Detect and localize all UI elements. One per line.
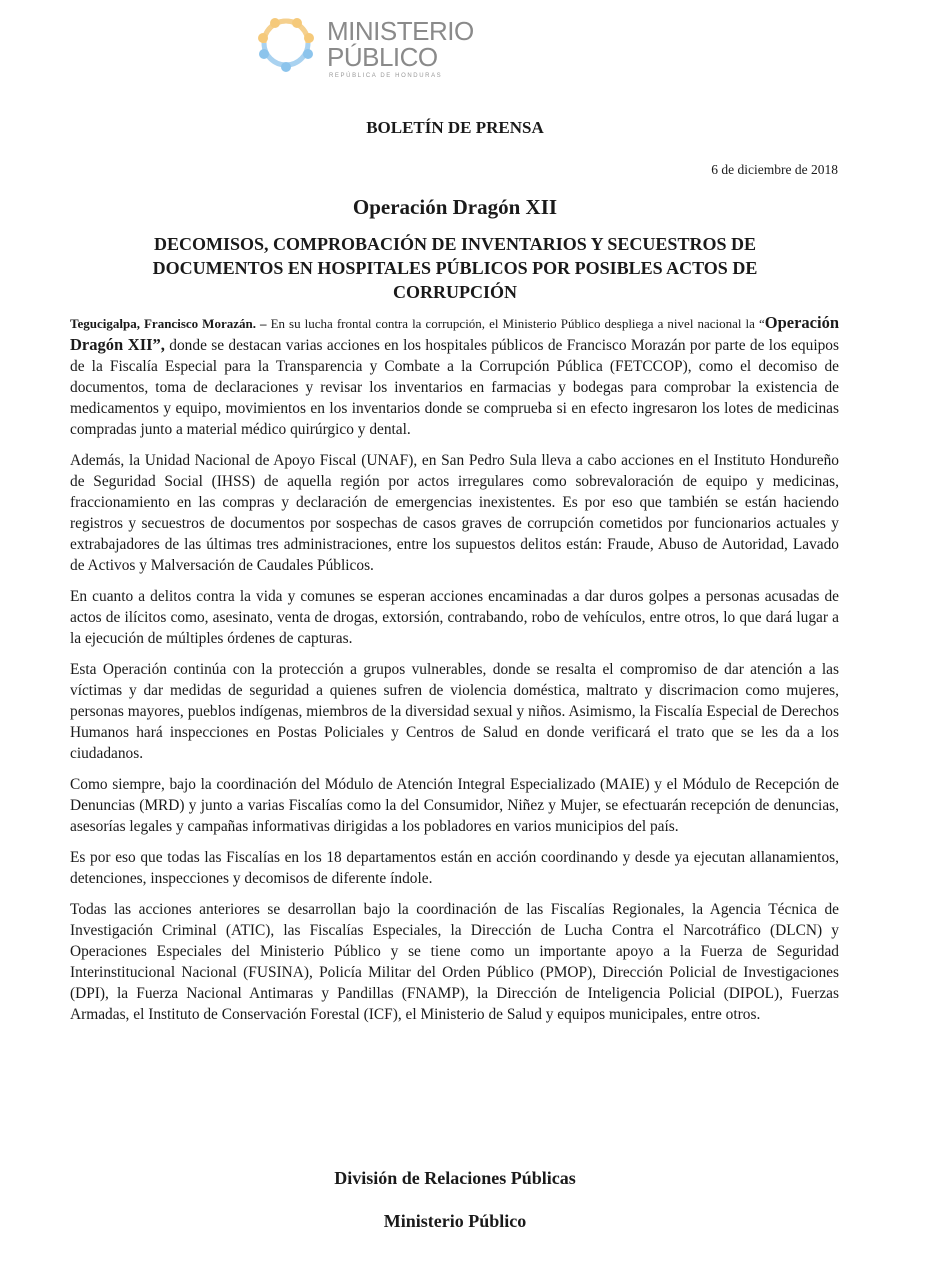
people-circle-logo-icon	[255, 12, 317, 74]
logo-text-publico: PÚBLICO	[327, 42, 438, 72]
bulletin-label: BOLETÍN DE PRENSA	[366, 118, 544, 137]
paragraph-5: Como siempre, bajo la coordinación del Módulo de Atención Integral Especializado (MAIE) y el Módulo de Recepción de Denuncias (MRD) y junto a varias Fiscalías como la del Consumidor, Niñez y Mujer, se efectuarán recepción de denuncias, asesorías legales y campañas informativas dirigidas a los pobladores en varios municipios del país.	[70, 776, 839, 835]
operation-name-bold: Operación Dragón XII”,	[70, 313, 839, 354]
paragraph-7: Todas las acciones anteriores se desarrollan bajo la coordinación de las Fiscalías Regionales, la Agencia Técnica de Investigación Criminal (ATIC), las Fiscalías Especiales, la Dirección de Lucha Contra el Narcotráfico (DLCN) y Operaciones Especiales del Ministerio Público y se tiene como un importante apoyo a la Fuerza de Seguridad Interinstitucional Nacional (FUSINA), Policía Militar del Orden Público (PMOP), Dirección Policial de Investigaciones (DPI), la Fuerza Nacional Antimaras y Pandillas (FNAMP), la Dirección de Inteligencia Policial (DIPOL), Fuerzas Armadas, el Instituto de Conservación Forestal (ICF), el Ministerio de Salud y equipos municipales, entre otros.	[70, 901, 839, 1023]
paragraph-6: Es por eso que todas las Fiscalías en los 18 departamentos están en acción coordinando y desde ya ejecutan allanamientos, detenciones, inspecciones y decomisos de diferente índole.	[70, 849, 839, 887]
publication-date: 6 de diciembre de 2018	[711, 162, 838, 177]
signature-division: División de Relaciones Públicas	[334, 1168, 576, 1188]
paragraph-1-intro: En su lucha frontal contra la corrupción, el Ministerio Público despliega a nivel nacional la “	[266, 316, 765, 331]
logo-text-republica: REPÚBLICA DE HONDURAS	[329, 73, 443, 79]
headline: DECOMISOS, COMPROBACIÓN DE INVENTARIOS Y SECUESTROS DE DOCUMENTOS EN HOSPITALES PÚBLICOS POR POSIBLES ACTOS DE CORRUPCIÓN	[152, 234, 758, 302]
paragraph-1-text: donde se destacan varias acciones en los hospitales públicos de Francisco Morazán por parte de los equipos de la Fiscalía Especial para la Transparencia y Combate a la Corrupción Pública (FETCCOP), como el decomiso de documentos, toma de declaraciones y revisar los inventarios en farmacias y bodegas para comprobar la existencia de medicamentos y equipo, movimientos en los inventarios donde se comprueba si en efecto ingresaron los lotes de medicinas compradas junto a material médico quirúrgico y dental.	[70, 337, 839, 438]
dateline: Tegucigalpa, Francisco Morazán. –	[70, 316, 267, 331]
paragraph-2: Además, la Unidad Nacional de Apoyo Fiscal (UNAF), en San Pedro Sula lleva a cabo acciones en el Instituto Hondureño de Seguridad Social (IHSS) de aquella región por actos irregulares como sobrevaloración de equipo y medicinas, fraccionamiento en las compras y declaración de emergencias inexistentes. Es por eso que también se están haciendo registros y secuestros de documentos por sospechas de casos graves de corrupción cometidos por funcionarios actuales y extrabajadores de las últimas tres administraciones, entre los supuestos delitos están: Fraude, Abuso de Autoridad, Lavado de Activos y Malversación de Caudales Públicos.	[70, 452, 839, 574]
article-body	[70, 312, 839, 1035]
paragraph-1	[70, 312, 839, 440]
paragraph-4: Esta Operación continúa con la protección a grupos vulnerables, donde se resalta el compromiso de dar atención a las víctimas y dar medidas de seguridad a quienes sufren de violencia doméstica, maltrato y discrimacion como mujeres, personas mayores, pueblos indígenas, miembros de la diversidad sexual y niños. Asimismo, la Fiscalía Especial de Derechos Humanos hará inspecciones en Postas Policiales y Centros de Salud en donde verificará el trato que se les da a los ciudadanos.	[70, 661, 839, 762]
logo-text-ministerio: MINISTERIO	[327, 16, 474, 46]
signature-organization: Ministerio Público	[383, 1211, 527, 1231]
operation-title: Operación Dragón XII	[352, 195, 558, 219]
ministerio-publico-logo	[255, 10, 475, 79]
paragraph-3: En cuanto a delitos contra la vida y comunes se esperan acciones encaminadas a dar duros golpes a personas acusadas de actos de ilícitos como, asesinato, venta de drogas, extorsión, contrabando, robo de vehículos, entre otros, lo que dará lugar a la ejecución de múltiples órdenes de capturas.	[70, 588, 839, 647]
